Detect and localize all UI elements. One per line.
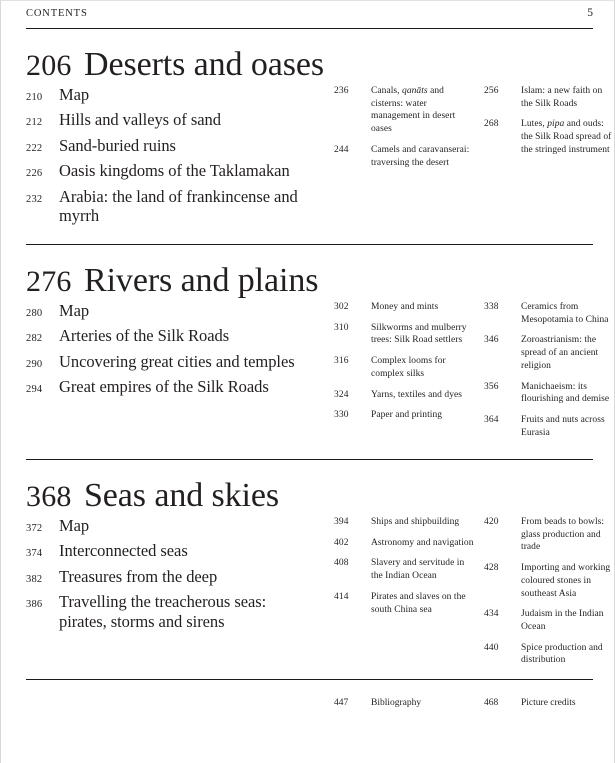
toc-entry-title: Arteries of the Silk Roads [59,326,230,346]
toc-entry-title: Camels and caravanserai: traversing the desert [371,144,470,168]
page-folio-number: 5 [587,7,593,19]
toc-entry[interactable] [26,567,316,586]
back-matter [26,698,593,718]
section-heading[interactable] [26,245,593,301]
column-secondary [334,85,474,177]
back-matter-entry[interactable] [334,698,421,708]
toc-entry[interactable] [26,187,316,226]
back-matter-title: Picture credits [521,698,576,708]
toc-entry-title: Zoroastrianism: the spread of an ancient religion [521,335,599,371]
toc-entry-page-number: 282 [26,333,43,345]
toc-entry-page-number: 236 [334,86,349,96]
toc-entry-page-number: 232 [26,193,43,205]
toc-entry-title: Travelling the treacherous seas: pirates, storms and sirens [59,592,267,631]
section-columns [26,301,610,447]
toc-entry-title: Ceramics from Mesopotamia to China [521,302,609,325]
toc-entry[interactable] [484,516,614,554]
toc-entry[interactable] [26,516,316,535]
toc-section [26,29,612,232]
toc-entry[interactable] [334,516,474,529]
toc-entry[interactable] [334,144,474,169]
toc-entry-title: Sand-buried ruins [59,135,176,155]
toc-entry[interactable] [26,326,316,345]
toc-entry[interactable] [334,85,474,136]
toc-entry-title: Paper and printing [371,410,443,421]
toc-entry-title: Fruits and nuts across Eurasia [521,415,605,438]
toc-entry-page-number: 330 [334,410,349,421]
back-matter-title: Bibliography [371,698,422,708]
toc-entry-page-number: 310 [334,322,349,333]
toc-entry-title: Great empires of the Silk Roads [59,377,269,397]
sections-container [26,29,612,675]
toc-entry[interactable] [26,85,316,104]
toc-entry-title: Silkworms and mulberry trees: Silk Road settlers [371,322,467,346]
section-title: Rivers and plains [84,262,319,299]
toc-entry[interactable] [484,85,614,110]
back-matter-entry[interactable] [484,698,576,708]
column-secondary [334,516,474,624]
toc-entry-title: Pirates and slaves on the south China sea [371,591,466,615]
toc-entry[interactable] [334,389,474,402]
column-tertiary [484,85,614,165]
back-matter-row [26,698,593,718]
toc-entry-page-number: 372 [26,523,43,534]
toc-entry-page-number: 222 [26,142,43,154]
toc-entry[interactable] [334,409,474,422]
toc-entry[interactable] [26,592,316,631]
section-page-number: 206 [26,49,72,82]
toc-entry-title: Treasures from the deep [59,566,218,586]
toc-entry-page-number: 316 [334,356,349,367]
toc-entry[interactable] [334,355,474,380]
toc-entry-page-number: 408 [334,558,349,569]
toc-entry-page-number: 356 [484,381,499,392]
toc-entry[interactable] [484,334,614,372]
toc-entry-title: Map [59,85,90,104]
toc-entry-page-number: 374 [26,548,43,560]
toc-entry-title: Interconnected seas [59,541,188,561]
column-primary [26,85,316,232]
toc-entry-title: Lutes, pipa and ouds: the Silk Road spread of the stringed instrument [521,119,612,155]
toc-entry-title: Arabia: the land of frankincense and myrrh [59,186,298,226]
toc-entry[interactable] [26,136,316,155]
toc-entry-page-number: 226 [26,168,43,180]
page-inner [26,1,612,718]
toc-entry-title: Oasis kingdoms of the Taklamakan [59,161,290,181]
toc-entry[interactable] [334,301,474,314]
toc-entry-page-number: 280 [26,308,43,319]
toc-entry[interactable] [26,377,316,396]
section-heading[interactable] [26,29,593,85]
toc-entry-page-number: 324 [334,389,349,400]
running-header-title: CONTENTS [26,8,88,19]
toc-entry-page-number: 290 [26,358,43,370]
toc-entry[interactable] [26,161,316,180]
toc-entry[interactable] [484,414,614,439]
toc-entry-title: Uncovering great cities and temples [59,351,295,371]
toc-entry[interactable] [484,301,614,326]
column-tertiary [484,301,614,447]
toc-entry[interactable] [26,352,316,371]
toc-entry-page-number: 428 [484,563,499,574]
toc-entry-page-number: 268 [484,119,499,130]
toc-entry-title: Manichaeism: its flourishing and demise [521,381,610,405]
toc-entry[interactable] [26,541,316,560]
toc-entry-title: Canals, qanāts and cisterns: water management in desert oases [371,86,456,135]
section-title: Seas and skies [84,477,280,514]
toc-entry[interactable] [334,322,474,347]
toc-entry-page-number: 364 [484,415,499,426]
section-page-number: 368 [26,480,72,513]
toc-entry-page-number: 434 [484,609,499,620]
toc-entry[interactable] [484,608,614,633]
toc-entry-page-number: 302 [334,302,349,312]
toc-entry-page-number: 244 [334,144,349,155]
section-page-number: 276 [26,265,72,298]
toc-entry-page-number: 346 [484,335,499,346]
column-primary [26,301,316,403]
toc-entry-page-number: 294 [26,384,43,396]
section-title: Deserts and oases [84,46,325,83]
section-heading[interactable] [26,460,593,516]
toc-entry-title: Complex looms for complex silks [371,356,446,379]
toc-entry-title: Islam: a new faith on the Silk Roads [521,86,603,109]
toc-entry-title: Judaism in the Indian Ocean [521,609,604,633]
toc-entry[interactable] [334,557,474,582]
toc-entry[interactable] [484,118,614,156]
toc-entry[interactable] [484,381,614,406]
toc-section [26,460,611,675]
toc-entry-title: Money and mints [371,302,439,312]
toc-entry-page-number: 338 [484,302,499,312]
back-matter-page-number: 447 [334,698,349,708]
toc-entry-title: Slavery and servitude in the Indian Ocean [371,558,465,582]
toc-entry[interactable] [334,591,474,616]
toc-entry-page-number: 256 [484,86,499,96]
toc-entry-title: Map [59,516,90,535]
toc-section [26,245,610,447]
toc-entry-page-number: 402 [334,537,349,548]
toc-entry-page-number: 394 [334,517,349,527]
running-header [26,1,593,28]
toc-entry[interactable] [26,110,316,129]
toc-entry-title: Astronomy and navigation [371,537,474,548]
column-tertiary [484,516,614,675]
toc-entry-title: Importing and working coloured stones in southeast Asia [521,563,611,599]
toc-entry-page-number: 382 [26,573,43,585]
toc-entry-page-number: 414 [334,591,349,602]
toc-entry-page-number: 386 [26,599,43,611]
toc-entry-title: Yarns, textiles and dyes [371,389,463,400]
toc-entry[interactable] [26,301,316,320]
back-matter-page-number: 468 [484,698,499,708]
toc-entry-page-number: 440 [484,642,499,653]
toc-entry-page-number: 420 [484,517,499,527]
toc-entry-page-number: 212 [26,117,43,129]
section-columns [26,516,611,675]
toc-entry-title: Ships and shipbuilding [371,517,460,527]
back-matter-divider-rule [26,679,593,680]
toc-entry[interactable] [484,642,614,667]
toc-entry-title: From beads to bowls: glass production and trade [521,517,605,553]
toc-entry-title: Map [59,301,90,320]
toc-entry-page-number: 210 [26,92,43,103]
toc-entry[interactable] [484,562,614,600]
section-columns [26,85,612,232]
toc-entry[interactable] [334,537,474,550]
column-secondary [334,301,474,430]
toc-entry-title: Spice production and distribution [521,642,603,666]
column-primary [26,516,316,637]
toc-entry-title: Hills and valleys of sand [59,110,221,130]
